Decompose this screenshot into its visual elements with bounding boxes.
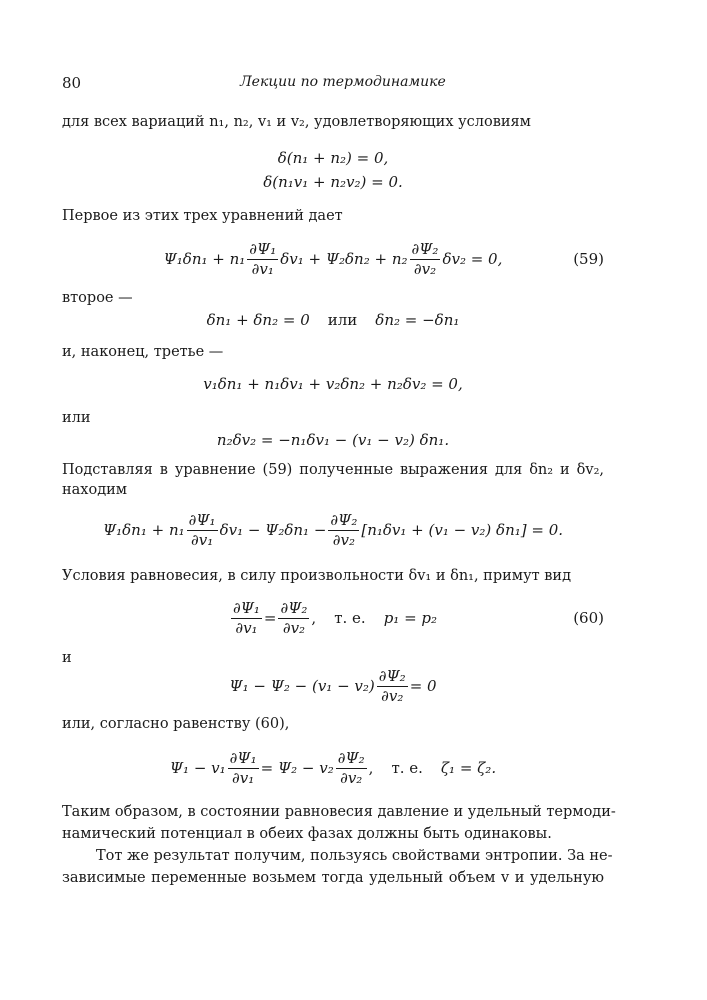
- paragraph-conclusion-line-2: намический потенциал в обеих фазах должны быть одинаковы.: [62, 826, 552, 842]
- equation-and: Ψ₁ − Ψ₂ − (v₁ − v₂) $\frac{\text{∂Ψ₂}}{\text{∂v₂}}$ = 0: [229, 666, 437, 705]
- fraction-dpsi2-dv2: $\frac{\text{∂Ψ₂}}{\text{∂v₂}}$: [330, 510, 358, 549]
- paragraph-entropy-line-2: зависимые переменные возьмем тогда удельный объем v и удельную: [62, 870, 604, 886]
- fraction-dpsi1-dv1: $\frac{\text{∂Ψ₁}}{\text{∂v₁}}$: [188, 510, 216, 549]
- paragraph-substituting-line-1: Подставляя в уравнение (59) полученные выражения для δn₂ и δv₂,: [62, 462, 604, 478]
- equation-number-59: (59): [573, 250, 604, 268]
- paragraph-intro: для всех вариаций n₁, n₂, v₁ и v₂, удовлетворяющих условиям: [62, 114, 531, 130]
- equation-third: v₁δn₁ + n₁δv₁ + v₂δn₂ + n₂δv₂ = 0,: [203, 375, 463, 393]
- fraction-dpsi2-dv2: $\frac{\text{∂Ψ₂}}{\text{∂v₂}}$: [280, 598, 308, 637]
- page-header: [62, 74, 604, 94]
- paragraph-equilibrium: Условия равновесия, в силу произвольности δv₁ и δn₁, примут вид: [62, 568, 571, 584]
- paragraph-and-finally: и, наконец, третье —: [62, 344, 224, 360]
- fraction-dpsi1-dv1: $\frac{\text{∂Ψ₁}}{\text{∂v₁}}$: [232, 598, 260, 637]
- page: [62, 0, 616, 1000]
- paragraph-entropy-line-1: Тот же результат получим, пользуясь свойствами энтропии. За не-: [96, 848, 613, 864]
- paragraph-substituting-line-2: находим: [62, 482, 128, 498]
- equation-or: n₂δv₂ = −n₁δv₁ − (v₁ − v₂) δn₁.: [216, 431, 450, 449]
- fraction-dpsi2-dv2: $\frac{\text{∂Ψ₂}}{\text{∂v₂}}$: [411, 239, 439, 278]
- equation-59: Ψ₁δn₁ + n₁ $\frac{\text{∂Ψ₁}}{\text{∂v₁}}$ δv₁ + Ψ₂δn₂ + n₂ $\frac{\text{∂Ψ₂}}{\text{∂v₂}}$ δv₂ = 0, (59): [163, 239, 604, 278]
- equation-second: δn₁ + δn₂ = 0 или δn₂ = −δn₁: [206, 311, 460, 329]
- equation-60: $\frac{\text{∂Ψ₁}}{\text{∂v₁}}$ = $\frac{\text{∂Ψ₂}}{\text{∂v₂}}$ , т. е. p₁ = p₂ (60): [232, 598, 604, 637]
- fraction-dpsi2-dv2: $\frac{\text{∂Ψ₂}}{\text{∂v₂}}$: [378, 666, 406, 705]
- running-title: Лекции по термодинамике: [240, 74, 446, 90]
- equation-constraint-2: δ(n₁v₁ + n₂v₂) = 0.: [263, 173, 403, 191]
- page-number: 80: [62, 74, 82, 92]
- paragraph-second: второе —: [62, 290, 133, 306]
- fraction-dpsi2-dv2: $\frac{\text{∂Ψ₂}}{\text{∂v₂}}$: [337, 748, 365, 787]
- equation-substituted: Ψ₁δn₁ + n₁ $\frac{\text{∂Ψ₁}}{\text{∂v₁}}$ δv₁ − Ψ₂δn₁ − $\frac{\text{∂Ψ₂}}{\text{∂v₂}}$ [n₁δv₁ + (v₁ − v₂) δn₁] = 0.: [102, 510, 564, 549]
- equation-final: Ψ₁ − v₁ $\frac{\text{∂Ψ₁}}{\text{∂v₁}}$ = Ψ₂ − v₂ $\frac{\text{∂Ψ₂}}{\text{∂v₂}}$ , т. е. ζ₁ = ζ₂.: [169, 748, 497, 787]
- equation-constraint-1: δ(n₁ + n₂) = 0,: [277, 149, 389, 167]
- paragraph-or: или: [62, 410, 91, 426]
- paragraph-first-of-three: Первое из этих трех уравнений дает: [62, 208, 343, 224]
- fraction-dpsi1-dv1: $\frac{\text{∂Ψ₁}}{\text{∂v₁}}$: [249, 239, 277, 278]
- paragraph-according: или, согласно равенству (60),: [62, 716, 290, 732]
- equation-number-60: (60): [573, 609, 604, 627]
- paragraph-and: и: [62, 650, 72, 666]
- paragraph-conclusion-line-1: Таким образом, в состоянии равновесия давление и удельный термоди-: [62, 804, 616, 820]
- fraction-dpsi1-dv1: $\frac{\text{∂Ψ₁}}{\text{∂v₁}}$: [229, 748, 257, 787]
